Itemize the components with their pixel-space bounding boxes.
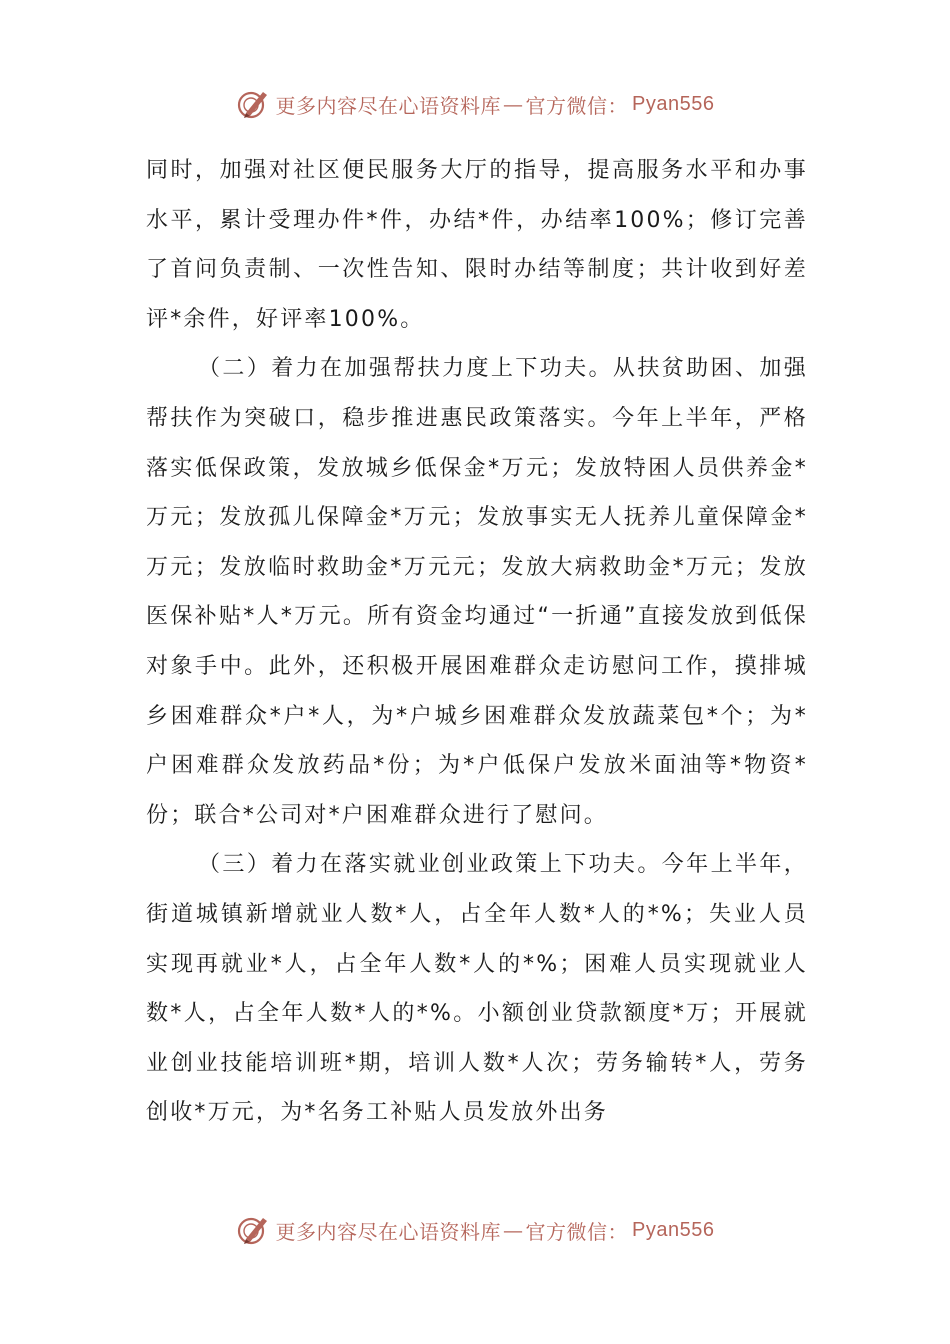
- watermark-suffix: 官方微信：: [525, 93, 629, 118]
- watermark-separator: —: [503, 1218, 524, 1242]
- watermark-separator: —: [503, 92, 524, 116]
- watermark-wechat-id: Pyan556: [632, 1218, 715, 1241]
- header-watermark: [0, 84, 950, 124]
- document-body: [146, 146, 808, 1138]
- footer-watermark: [0, 1210, 950, 1250]
- paragraph-section-three: （三）着力在落实就业创业政策上下功夫。今年上半年，街道城镇新增就业人数*人，占全年人数*人的*%；失业人员实现再就业*人，占全年人数*人的*%；困难人员实现就业人数*人，占全年人数*人的*%。小额创业贷款额度*万；开展就业创业技能培训班*期，培训人数*人次；劳务输转*人，劳务创收*万元，为*名务工补贴人员发放外出务: [146, 852, 808, 1126]
- pen-logo-icon: [236, 87, 270, 121]
- paragraph-section-two: （二）着力在加强帮扶力度上下功夫。从扶贫助困、加强帮扶作为突破口，稳步推进惠民政策落实。今年上半年，严格落实低保政策，发放城乡低保金*万元；发放特困人员供养金*万元；发放孤儿保障金*万元；发放事实无人抚养儿童保障金*万元；发放临时救助金*万元元；发放大病救助金*万元；发放医保补贴*人*万元。所有资金均通过“一折通”直接发放到低保对象手中。此外，还积极开展困难群众走访慰问工作，摸排城乡困难群众*户*人，为*户城乡困难群众发放蔬菜包*个；为*户困难群众发放药品*份；为*户低保户发放米面油等*物资*份；联合*公司对*户困难群众进行了慰问。: [146, 356, 808, 828]
- watermark-wechat-id: Pyan556: [632, 92, 715, 115]
- paragraph-continuation: 同时，加强对社区便民服务大厅的指导，提高服务水平和办事水平，累计受理办件*件，办结*件，办结率100%；修订完善了首问负责制、一次性告知、限时办结等制度；共计收到好差评*余件，好评率100%。: [146, 158, 808, 332]
- watermark-suffix: 官方微信：: [525, 1219, 629, 1244]
- watermark-prefix: 更多内容尽在心语资料库: [275, 1219, 502, 1244]
- pen-logo-icon: [236, 1213, 270, 1247]
- watermark-prefix: 更多内容尽在心语资料库: [275, 93, 502, 118]
